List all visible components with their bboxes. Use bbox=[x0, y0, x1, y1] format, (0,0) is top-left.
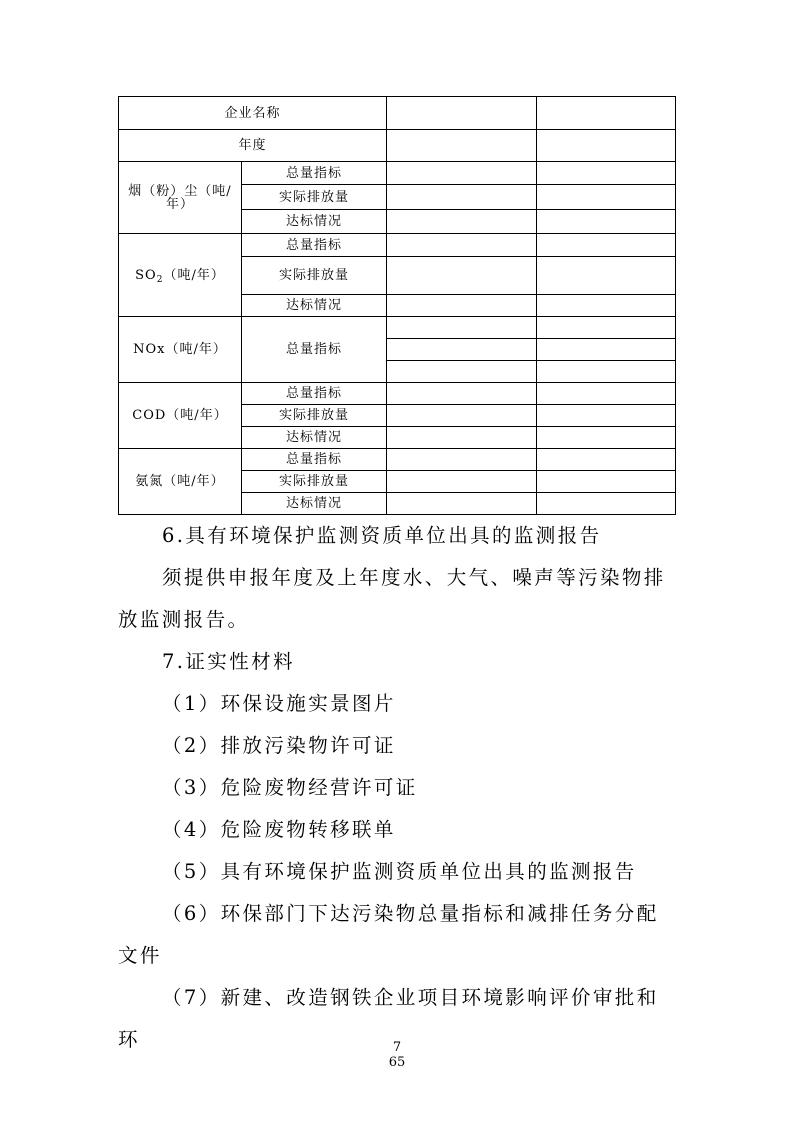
value-cell bbox=[537, 162, 676, 185]
indicator-table bbox=[118, 96, 676, 515]
list-item: （7）新建、改造钢铁企业项目环境影响评价审批和环 bbox=[118, 986, 659, 1051]
item-label: 达标情况 bbox=[242, 210, 387, 234]
value-cell bbox=[387, 295, 537, 317]
list-item: （5）具有环境保护监测资质单位出具的监测报告 bbox=[162, 860, 637, 883]
value-cell bbox=[387, 471, 537, 493]
company-name-cell-2 bbox=[537, 97, 676, 130]
value-cell bbox=[537, 234, 676, 257]
item-label: 实际排放量 bbox=[242, 471, 387, 493]
value-cell bbox=[537, 449, 676, 471]
item-label: 总量指标 bbox=[242, 449, 387, 471]
value-cell bbox=[387, 449, 537, 471]
value-cell bbox=[387, 257, 537, 295]
item-label: 达标情况 bbox=[242, 427, 387, 449]
year-cell-2 bbox=[537, 130, 676, 162]
company-name-label: 企业名称 bbox=[119, 97, 387, 130]
value-cell bbox=[537, 471, 676, 493]
group-label-cod: COD（吨/年） bbox=[119, 383, 242, 449]
heading-section-6: 6.具有环境保护监测资质单位出具的监测报告 bbox=[162, 524, 602, 547]
item-label: 总量指标 bbox=[242, 162, 387, 185]
value-cell bbox=[537, 295, 676, 317]
so2-suffix: （吨/年） bbox=[163, 267, 225, 283]
item-label: 总量指标 bbox=[242, 383, 387, 405]
page-number-global: 65 bbox=[388, 1055, 406, 1070]
value-cell bbox=[387, 210, 537, 234]
value-cell bbox=[537, 383, 676, 405]
value-cell bbox=[387, 339, 537, 361]
value-cell bbox=[537, 257, 676, 295]
item-label: 实际排放量 bbox=[242, 185, 387, 210]
so2-prefix: SO bbox=[135, 267, 157, 283]
value-cell bbox=[387, 162, 537, 185]
value-cell bbox=[387, 383, 537, 405]
paragraph-section-6: 须提供申报年度及上年度水、大气、噪声等污染物排放监测报告。 bbox=[118, 566, 666, 631]
list-item: （4）危险废物转移联单 bbox=[162, 818, 396, 841]
item-label: 总量指标 bbox=[242, 234, 387, 257]
group-label-so2 bbox=[119, 234, 242, 317]
so2-subscript: 2 bbox=[156, 274, 164, 285]
year-cell-1 bbox=[387, 130, 537, 162]
group-label-nox: NOx（吨/年） bbox=[119, 317, 242, 383]
value-cell bbox=[387, 493, 537, 515]
value-cell bbox=[537, 210, 676, 234]
value-cell bbox=[537, 361, 676, 383]
value-cell bbox=[537, 405, 676, 427]
group-label-ammonia: 氨氮（吨/年） bbox=[119, 449, 242, 515]
value-cell bbox=[537, 427, 676, 449]
value-cell bbox=[537, 493, 676, 515]
value-cell bbox=[387, 234, 537, 257]
list-item: （6）环保部门下达污染物总量指标和减排任务分配文件 bbox=[118, 902, 659, 967]
year-label: 年度 bbox=[119, 130, 387, 162]
list-item: （2）排放污染物许可证 bbox=[162, 734, 396, 757]
list-item: （3）危险废物经营许可证 bbox=[162, 776, 418, 799]
item-label: 实际排放量 bbox=[242, 257, 387, 295]
item-label: 实际排放量 bbox=[242, 405, 387, 427]
body-text bbox=[118, 515, 678, 1061]
item-label: 总量指标 bbox=[242, 317, 387, 383]
heading-section-7: 7.证实性材料 bbox=[162, 650, 295, 673]
item-label: 达标情况 bbox=[242, 295, 387, 317]
value-cell bbox=[387, 317, 537, 339]
company-name-cell-1 bbox=[387, 97, 537, 130]
group-label-dust: 烟（粉）尘（吨/年） bbox=[119, 162, 242, 234]
list-item: （1）环保设施实景图片 bbox=[162, 692, 396, 715]
value-cell bbox=[387, 427, 537, 449]
page-number-local: 7 bbox=[392, 1040, 402, 1055]
value-cell bbox=[537, 185, 676, 210]
value-cell bbox=[387, 185, 537, 210]
value-cell bbox=[387, 361, 537, 383]
value-cell bbox=[537, 317, 676, 339]
item-label: 达标情况 bbox=[242, 493, 387, 515]
value-cell bbox=[537, 339, 676, 361]
value-cell bbox=[387, 405, 537, 427]
